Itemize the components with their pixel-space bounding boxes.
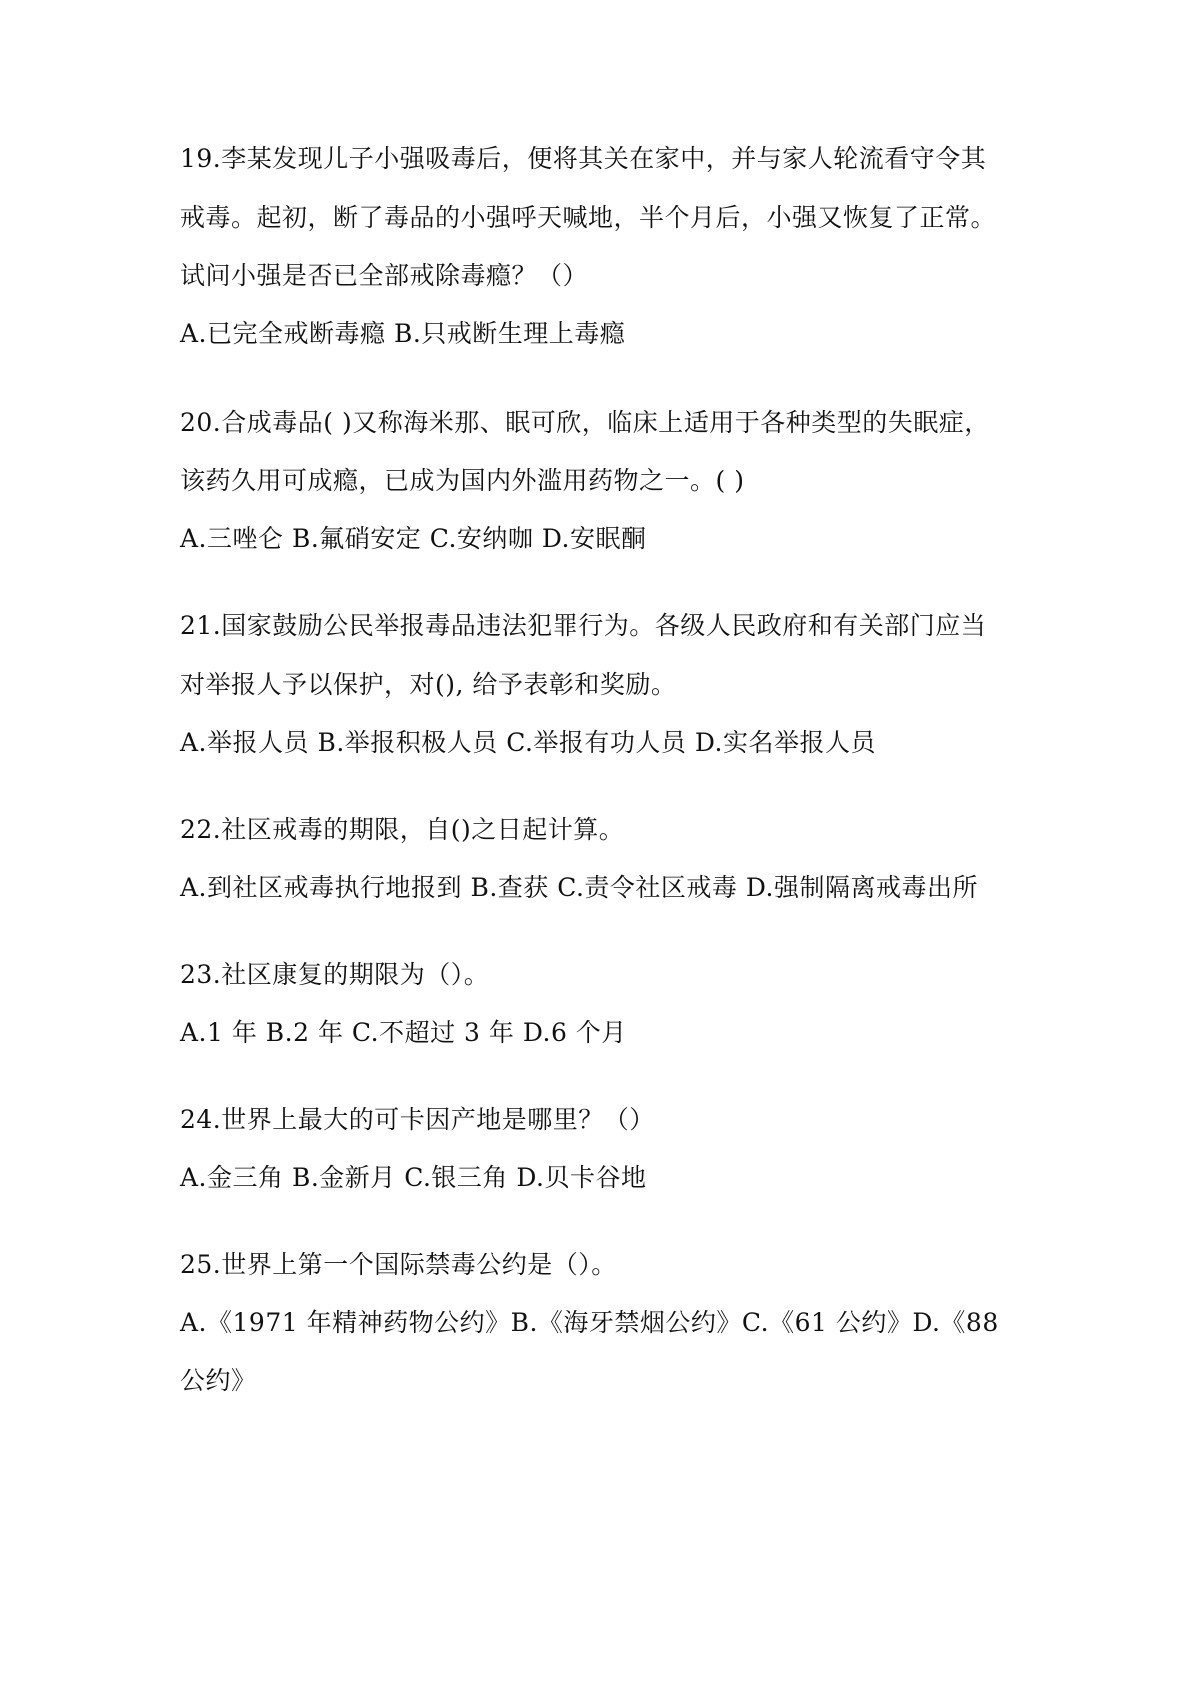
question-23-options: A.1 年 B.2 年 C.不超过 3 年 D.6 个月: [180, 1018, 627, 1047]
question-22-options: A.到社区戒毒执行地报到 B.查获 C.责令社区戒毒 D.强制隔离戒毒出所: [180, 873, 978, 902]
question-21-line-2: 对举报人予以保护，对(), 给予表彰和奖励。: [180, 670, 677, 699]
question-23-line-1: 23.社区康复的期限为（）。: [180, 960, 490, 989]
question-20-line-2: 该药久用可成瘾，已成为国内外滥用药物之一。( ): [180, 466, 745, 495]
question-24-options: A.金三角 B.金新月 C.银三角 D.贝卡谷地: [180, 1163, 647, 1192]
question-21-options: A.举报人员 B.举报积极人员 C.举报有功人员 D.实名举报人员: [180, 728, 876, 757]
question-22-line-1: 22.社区戒毒的期限，自()之日起计算。: [180, 815, 625, 844]
question-24-line-1: 24.世界上最大的可卡因产地是哪里？（）: [180, 1105, 655, 1134]
question-25-options-line-2: 公约》: [180, 1366, 257, 1395]
question-19-line-2: 戒毒。起初，断了毒品的小强呼天喊地，半个月后，小强又恢复了正常。: [180, 203, 997, 232]
question-25-line-1: 25.世界上第一个国际禁毒公约是（）。: [180, 1250, 617, 1279]
question-19-options: A.已完全戒断毒瘾 B.只戒断生理上毒瘾: [180, 319, 626, 348]
question-20-line-1: 20.合成毒品( )又称海米那、眠可欣，临床上适用于各种类型的失眠症，: [180, 408, 990, 437]
question-19-line-1: 19.李某发现儿子小强吸毒后，便将其关在家中，并与家人轮流看守令其: [180, 144, 987, 173]
question-19-line-3: 试问小强是否已全部戒除毒瘾？（）: [180, 261, 589, 290]
question-20-options: A.三唑仑 B.氟硝安定 C.安纳咖 D.安眠酮: [180, 524, 647, 553]
question-25-options-line-1: A.《1971 年精神药物公约》B.《海牙禁烟公约》C.《61 公约》D.《88: [180, 1308, 999, 1337]
question-21-line-1: 21.国家鼓励公民举报毒品违法犯罪行为。各级人民政府和有关部门应当: [180, 611, 987, 640]
